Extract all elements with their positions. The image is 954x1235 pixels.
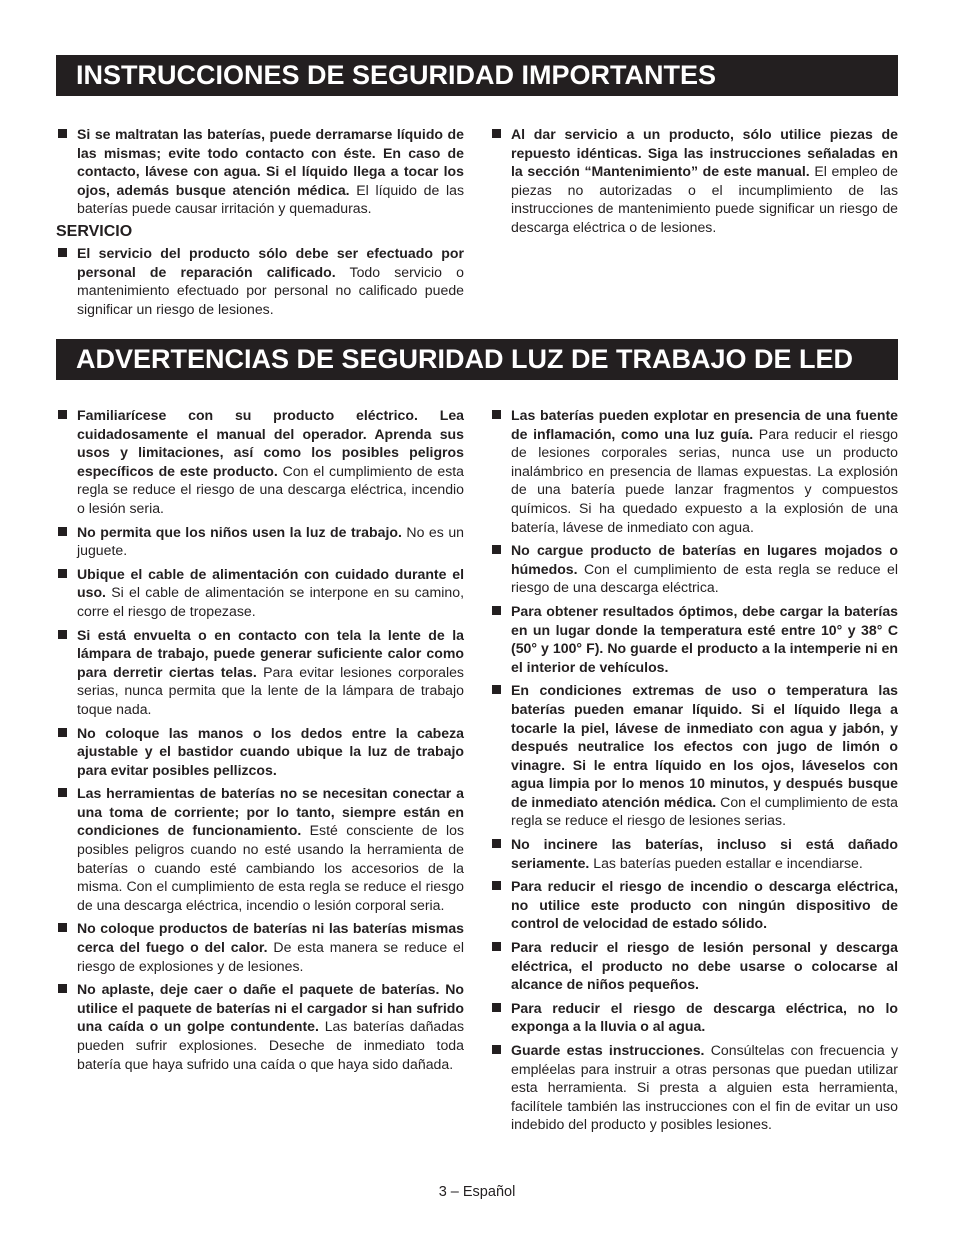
bullet-square-icon	[492, 685, 501, 694]
warning-body-text: Para reducir el riesgo de lesiones corporales serias, nunca use un producto inalámbrico en presencia de llamas expuestas. La explosión de una batería puede lanzar fragmentos y compuestos químicos. Si ha quedado expuesto a la explosión de una batería, lávese de inmediato con agua.	[511, 425, 899, 535]
bullet-square-icon	[492, 129, 501, 138]
warning-item	[56, 784, 464, 914]
warning-bold-text: Al dar servicio a un producto, sólo utilice piezas de repuesto idénticas. Siga las instrucciones señaladas en la sección “Mantenimiento” de este manual.	[511, 126, 898, 180]
warning-bold-text: Si se maltratan las baterías, puede derramarse líquido de las mismas; evite todo contacto con éste. En caso de contacto, lávese con agua. Si el líquido llega a tocar los ojos, además busque atención médica.	[77, 126, 464, 198]
warning-body-text: Consúltelas con frecuencia y empléelas para instruir a otras personas que puedan utilizar esta herramienta. Si presta a alguien esta herramienta, facilítele también las instrucciones con el fin de evitar un uso indebido del producto y posibles lesiones.	[511, 1042, 898, 1133]
bullet-square-icon	[492, 839, 501, 848]
warning-item	[490, 1041, 898, 1134]
warning-item	[56, 565, 464, 621]
section1-right-column	[490, 125, 898, 242]
bullet-square-icon	[58, 410, 67, 419]
section-title-important-safety: INSTRUCCIONES DE SEGURIDAD IMPORTANTES	[56, 55, 898, 96]
bullet-square-icon	[58, 728, 67, 737]
bullet-square-icon	[58, 923, 67, 932]
section1-left-column	[56, 125, 464, 323]
warning-item	[56, 125, 464, 218]
warning-bold-text: En condiciones extremas de uso o temperatura las baterías pueden emanar líquido. Si el líquido llega a tocarle la piel, lávese de inmediato con agua y jabón, y después neutralice los efectos con jugo de limón o vinagre. Si le entra líquido en los ojos, láveselos con agua limpia por lo menos 10 minutos, y después busque de inmediato atención médica.	[511, 682, 898, 810]
warning-bold-text: El servicio del producto sólo debe ser efectuado por personal de reparación calificado.	[77, 244, 464, 280]
bullet-square-icon	[58, 527, 67, 536]
warning-body-text: De esta manera se reduce el riesgo de explosiones y de lesiones.	[77, 939, 464, 974]
bullet-square-icon	[58, 984, 67, 993]
bullet-square-icon	[58, 788, 67, 797]
warning-item	[490, 541, 898, 597]
warning-body-text: Con el cumplimiento de esta regla se reduce el riesgo de lesiones serias.	[511, 793, 898, 829]
warning-bold-text: No coloque las manos o los dedos entre la cabeza ajustable y el bastidor cuando ubique la luz de trabajo para evitar posibles pellizcos.	[77, 724, 464, 778]
warning-bold-text: No aplaste, deje caer o dañe el paquete de baterías. No utilice el paquete de baterías ni el cargador si han sufrido una caída o un golpe contundente.	[77, 981, 464, 1035]
bullet-square-icon	[492, 881, 501, 890]
warning-bold-text: No cargue producto de baterías en lugares mojados o húmedos.	[511, 542, 898, 577]
warning-item	[56, 244, 464, 318]
warning-item	[490, 125, 898, 237]
warning-bold-text: Las baterías pueden explotar en presencia de una fuente de inflamación, como una luz guía.	[511, 407, 898, 442]
bullet-square-icon	[492, 606, 501, 615]
subheading-servicio: SERVICIO	[56, 222, 133, 240]
warning-bold-text: Guarde estas instrucciones.	[511, 1042, 705, 1058]
bullet-square-icon	[58, 569, 67, 578]
warning-bold-text: No permita que los niños usen la luz de trabajo.	[77, 523, 402, 540]
bullet-square-icon	[492, 942, 501, 951]
warning-bold-text: Para reducir el riesgo de lesión personal y descarga eléctrica, el producto no debe usarse o colocarse al alcance de niños pequeños.	[511, 939, 898, 993]
warning-item	[490, 835, 898, 872]
warning-bold-text: Para reducir el riesgo de descarga eléctrica, no lo exponga a la lluvia o al agua.	[511, 999, 898, 1035]
warning-bold-text: Si está envuelta o en contacto con tela la lente de la lámpara de trabajo, puede generar suficiente calor como para derretir ciertas telas.	[77, 626, 464, 680]
section2-left-column	[56, 406, 464, 1078]
warning-body-text: Con el cumplimiento de esta regla se reduce el riesgo de una descarga eléctrica, incendio o lesión seria.	[77, 462, 464, 516]
bullet-square-icon	[492, 1003, 501, 1012]
warning-body-text: Con el cumplimiento de esta regla se reduce el riesgo de una descarga eléctrica.	[511, 560, 898, 596]
warning-bold-text: Para reducir el riesgo de incendio o descarga eléctrica, no utilice este producto con ningún dispositivo de control de velocidad de estado sólido.	[511, 878, 898, 932]
warning-body-text: Todo servicio o mantenimiento efectuado por personal no calificado puede significar un riesgo de lesiones.	[77, 263, 464, 317]
page-footer: 3 – Español	[438, 1184, 516, 1200]
bullet-square-icon	[58, 630, 67, 639]
bullet-square-icon	[58, 248, 67, 257]
warning-body-text: Para evitar lesiones corporales serias, nunca permita que la lente de la lámpara de trabajo toque nada.	[77, 663, 464, 717]
warning-body-text: El empleo de piezas no autorizadas o el incumplimiento de las instrucciones de mantenimiento puede significar un riesgo de descarga eléctrica o de lesiones.	[511, 163, 898, 235]
warning-body-text: No es un juguete.	[77, 523, 465, 559]
warning-body-text: Esté consciente de los posibles peligros cuando no esté usando la herramienta de baterías o cuando esté cambiando los accesorios de la misma. Con el cumplimiento de esta regla se reduce el riesgo de una descarga eléctrica, incendio o lesión corporal seria.	[77, 822, 464, 913]
bullet-square-icon	[492, 545, 501, 554]
warning-item	[490, 877, 898, 933]
warning-item	[56, 406, 464, 518]
warning-bold-text: No coloque productos de baterías ni las baterías mismas cerca del fuego o del calor.	[77, 920, 464, 956]
warning-bold-text: Para obtener resultados óptimos, debe cargar la baterías en un lugar donde la temperatura esté entre 10° y 38° C (50° y 100° F). No guarde el producto a la intemperie ni en el interior de vehículos.	[511, 602, 898, 675]
warning-item	[490, 681, 898, 830]
warning-body-text: El líquido de las baterías puede causar irritación y quemaduras.	[77, 181, 464, 217]
warning-body-text: Las baterías dañadas pueden sufrir explosiones. Deseche de inmediato toda batería que haya sufrido una caída o que haya sido dañada.	[77, 1018, 464, 1072]
bullet-square-icon	[58, 129, 67, 138]
warning-body-text: Si el cable de alimentación se interpone en su camino, corre el riesgo de tropezase.	[77, 584, 464, 619]
warning-item	[56, 724, 464, 780]
warning-bold-text: Familiarícese con su producto eléctrico. Lea cuidadosamente el manual del operador. Aprenda sus usos y limitaciones, así como los posibles peligros específicos de este producto.	[77, 407, 464, 479]
warning-item	[56, 523, 464, 560]
warning-item	[56, 919, 464, 975]
section-title-led-worklight-warnings: ADVERTENCIAS DE SEGURIDAD LUZ DE TRABAJO DE LED	[56, 339, 898, 380]
bullet-square-icon	[492, 410, 501, 419]
warning-bold-text: Ubique el cable de alimentación con cuidado durante el uso.	[77, 565, 464, 601]
warning-item	[56, 626, 464, 719]
warning-bold-text: No incinere las baterías, incluso si está dañado seriamente.	[511, 836, 898, 871]
warning-item	[490, 999, 898, 1036]
warning-item	[490, 602, 898, 676]
warning-item	[490, 938, 898, 994]
section2-right-column	[490, 406, 898, 1139]
warning-item	[56, 980, 464, 1073]
warning-body-text: Las baterías pueden estallar e incendiarse.	[589, 854, 863, 871]
warning-bold-text: Las herramientas de baterías no se necesitan conectar a una toma de corriente; por lo tanto, siempre están en condiciones de funcionamiento.	[77, 785, 464, 839]
bullet-square-icon	[492, 1045, 501, 1054]
warning-item	[490, 406, 898, 536]
